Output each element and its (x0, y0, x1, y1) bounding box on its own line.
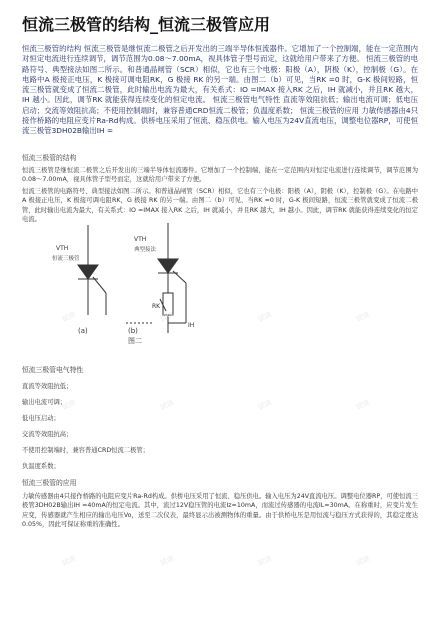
circuit-diagram (48, 215, 218, 345)
structure-paragraph-2: 恒流三极管的电路符号、典型接法如图二所示。和普通晶闸管（SCR）相似，它也有三个电极：阳极（A），阴极（K），控制极（G）。在电路中A 极接正电压，K 极接可调电阻RK，G 极接 RK 的另一端。由图二（b）可见，当RK =0 时，G-K 极间短路，恒流三极管就变成了恒流二极管，此时输出电流为最大，有关系式：IO =IMAX 接入RK 之后，IH 就减小，并且RK 越大，IH 越小。因此，调节RK 就能获得连续变化的恒定电流。 (22, 188, 418, 223)
figure-label-a: (a) (78, 327, 88, 335)
intro-paragraph: 恒流三极管的结构 恒流三极管是继恒流二极管之后开发出的三端半导体恒流器件。它增加了一个控制端，能在一定范围内对恒定电流进行连续调节，调节范围为0.08～7.00mA，视具体管子型号而定，这就给用户带来了方便。 恒流三极管的电路符号、典型接法如图二所示。和普通晶闸管（SCR）相似，它也有三个电极：阳极（A），阴极（K），控制极（G）。在电路中A 极接正电压，K 极接可调电阻RK，G 极接 RK 的另一端。由图二（b）可见，当RK =0 时，G-K 极间短路，恒流三极管就变成了恒流二极管，此时输出电流为最大，有关系式：IO =IMAX 接入RK 之后，IH 就减小，并且RK 越大，IH 越小。因此，调节RK 就能获得连续变化的恒定电流。 恒流三极管电气特性 直流等效阻抗低；输出电流可调；低电压启动；交流等效阻抗高；不使用控制端时，兼容普通CRD恒流二极管；负温度系数； 恒流三极管的应用 力敏传感器由4只接作桥路的电阻应变片Ra-Rd构成。供桥电压采用了恒流、稳压供电。输入电压为24V直流电压，调整电位器RP，可使恒流三极管3DH02B输出IH = (22, 44, 418, 136)
feature-item: 负温度系数； (22, 463, 60, 470)
symbol-label-a: 恒流三极管 (52, 256, 80, 262)
page-title: 恒流三极管的结构_恒流三极管应用 (22, 15, 271, 34)
feature-item: 直流等效阻抗低； (22, 383, 73, 390)
watermark: 试读 (60, 554, 78, 568)
watermark: 试读 (256, 398, 274, 412)
figure-label-b: (b) (128, 327, 138, 335)
watermark: 试读 (354, 554, 372, 568)
vth-label-b: VTH (134, 236, 147, 243)
section-heading-characteristics: 恒流三极管电气特性 (22, 366, 84, 374)
typical-label-b: 典型接法 (134, 247, 157, 253)
watermark: 试读 (256, 554, 274, 568)
watermark: 试读 (158, 554, 176, 568)
vth-label-a: VTH (56, 245, 69, 252)
watermark: 试读 (354, 398, 372, 412)
ih-label: IH (188, 322, 195, 329)
application-paragraph: 力敏传感器由4只接作桥路的电阻应变片Ra-Rd构成。供桥电压采用了恒流、稳压供电。输入电压为24V直流电压。调整电位器RP，可使恒流三极管3DH02B输出IH =40mA的恒定电流。其中，流过12V稳压管的电流Iz=10mA，而流过传感器的电流IL=30mA。在称重时，应变片发生应变，传感器就产生相应的输出电压Vo，送至二次仪表，最终显示出被测物体的重量。由于供桥电压是用恒流与稳压方式获得的，其稳定度达0.05%，因此可保证称重的准确性。 (22, 493, 418, 528)
feature-item: 输出电流可调； (22, 399, 67, 406)
circuit-figure (48, 215, 218, 345)
watermark: 试读 (60, 398, 78, 412)
structure-paragraph-1: 恒流三极管是继恒流二极管之后开发出的三端半导体恒流器件。它增加了一个控制端，能在一定范围内对恒定电流进行连续调节，调节范围为0.08～7.00mA，视具体管子型号而定，这就给用户带来了方便。 (22, 167, 418, 184)
rk-label: RK (152, 303, 161, 310)
watermark: 试读 (256, 310, 274, 324)
figure-caption: 图二 (128, 337, 142, 345)
section-heading-structure: 恒流三极管的结构 (22, 154, 77, 162)
feature-item: 低电压启动； (22, 415, 60, 422)
feature-item: 交流等效阻抗高； (22, 431, 73, 438)
watermark: 试读 (60, 310, 78, 324)
watermark: 试读 (354, 310, 372, 324)
watermark: 试读 (158, 398, 176, 412)
section-heading-application: 恒流三极管的应用 (22, 479, 77, 487)
feature-item: 不使用控制端时，兼容普通CRD恒流二极管； (22, 447, 149, 454)
watermark: 试读 (158, 310, 176, 324)
